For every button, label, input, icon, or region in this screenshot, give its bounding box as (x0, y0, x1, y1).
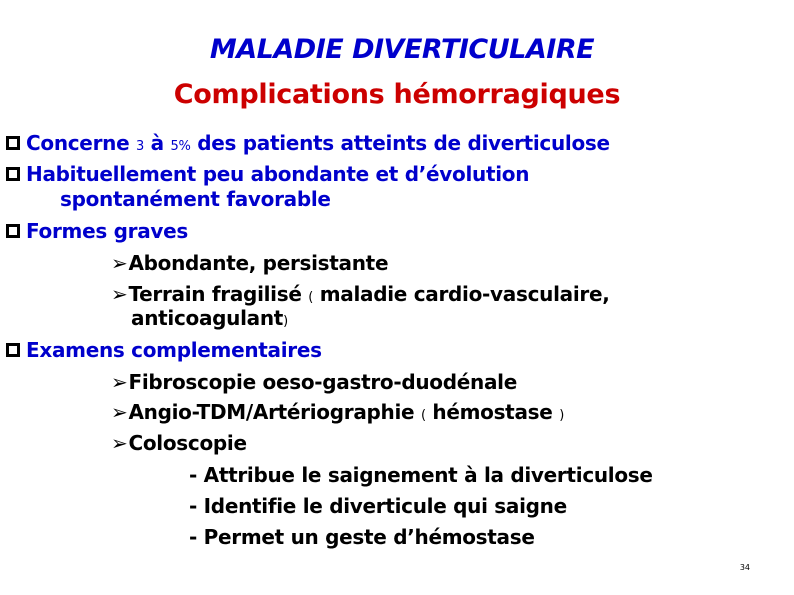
percent-low: 3 (136, 139, 144, 154)
sub-item-terrain-cont (131, 305, 288, 335)
square-bullet-icon (6, 136, 20, 150)
square-bullet-icon (6, 224, 20, 238)
bullet-formes-graves (4, 218, 188, 244)
sub-item-angio (111, 399, 564, 429)
dash-item-identifie: - Identifie le diverticule qui saigne (189, 494, 567, 518)
arrow-right-icon: ➢ (111, 431, 128, 455)
slide-title: MALADIE DIVERTICULAIRE (209, 34, 595, 65)
sub-item-coloscopie (111, 430, 247, 456)
dash-item-permet: - Permet un geste d’hémostase (189, 525, 535, 549)
square-bullet-icon (6, 343, 20, 357)
bullet-text: Habituellement peu abondante et d’évolution (26, 162, 530, 186)
sub-item-text: Coloscopie (128, 431, 247, 455)
page-number: 34 (739, 563, 750, 572)
sub-item-text: Fibroscopie oeso-gastro-duodénale (128, 370, 517, 394)
arrow-right-icon: ➢ (111, 400, 128, 424)
sub-item-abondante (111, 250, 388, 276)
sub-item-text: Angio-TDM/Artériographie (128, 400, 421, 424)
sub-item-fibroscopie (111, 369, 517, 395)
bullet-text: des patients atteints de diverticulose (190, 131, 610, 155)
arrow-right-icon: ➢ (111, 282, 128, 306)
paren-close: ) (283, 314, 288, 329)
paren-open: ( (308, 290, 314, 305)
sub-item-text: anticoagulant (131, 306, 284, 330)
bullet-examens (4, 337, 322, 363)
sub-item-text: hémostase (425, 400, 560, 424)
bullet-text: Formes graves (26, 219, 189, 243)
slide-subtitle: Complications hémorragiques (173, 79, 621, 110)
bullet-text: à (144, 131, 171, 155)
paren-open: ( (420, 408, 426, 423)
bullet-habituellement (4, 161, 529, 187)
percent-high: 5% (170, 139, 191, 154)
arrow-right-icon: ➢ (111, 251, 128, 275)
bullet-text: Concerne (26, 131, 137, 155)
sub-item-text: maladie cardio-vasculaire, (313, 282, 610, 306)
arrow-right-icon: ➢ (111, 370, 128, 394)
sub-item-text: Abondante, persistante (128, 251, 389, 275)
dash-item-attribue: - Attribue le saignement à la diverticulose (189, 463, 653, 487)
square-bullet-icon (6, 167, 20, 181)
bullet-concerne (4, 130, 610, 160)
sub-item-text: Terrain fragilisé (128, 282, 309, 306)
bullet-text: Examens complementaires (26, 338, 322, 362)
paren-close: ) (559, 408, 564, 423)
bullet-habituellement-cont: spontanément favorable (60, 187, 331, 211)
